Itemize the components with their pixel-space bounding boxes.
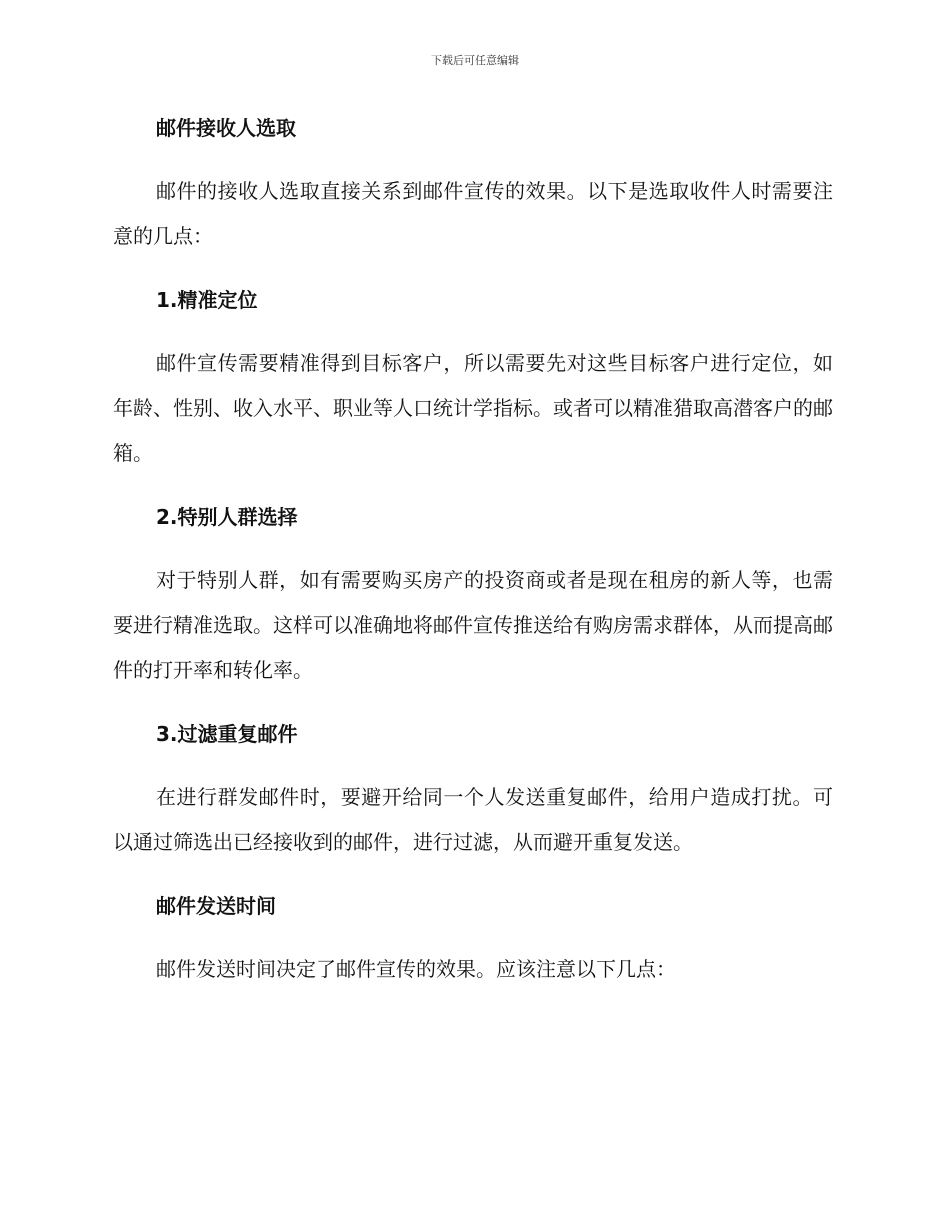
page-header-note: 下载后可任意编辑 bbox=[431, 54, 519, 67]
section-heading: 1.精准定位 bbox=[156, 288, 258, 312]
section-heading: 邮件接收人选取 bbox=[156, 116, 296, 140]
section-heading: 3.过滤重复邮件 bbox=[156, 722, 298, 746]
section-paragraph: 对于特别人群，如有需要购买房产的投资商或者是现在租房的新人等，也需要进行精准选取。这样可以准确地将邮件宣传推送给有购房需求群体，从而提高邮件的打开率和转化率。 bbox=[113, 568, 833, 682]
section-paragraph: 邮件的接收人选取直接关系到邮件宣传的效果。以下是选取收件人时需要注意的几点： bbox=[113, 179, 833, 248]
document-body bbox=[113, 111, 833, 1016]
section-heading: 2.特别人群选择 bbox=[156, 505, 298, 529]
section-paragraph: 在进行群发邮件时，要避开给同一个人发送重复邮件，给用户造成打扰。可以通过筛选出已经接收到的邮件，进行过滤，从而避开重复发送。 bbox=[113, 785, 833, 854]
section-paragraph: 邮件宣传需要精准得到目标客户，所以需要先对这些目标客户进行定位，如年龄、性别、收入水平、职业等人口统计学指标。或者可以精准猎取高潜客户的邮箱。 bbox=[113, 351, 833, 465]
section-heading: 邮件发送时间 bbox=[156, 894, 276, 918]
section-paragraph: 邮件发送时间决定了邮件宣传的效果。应该注意以下几点： bbox=[156, 957, 676, 981]
